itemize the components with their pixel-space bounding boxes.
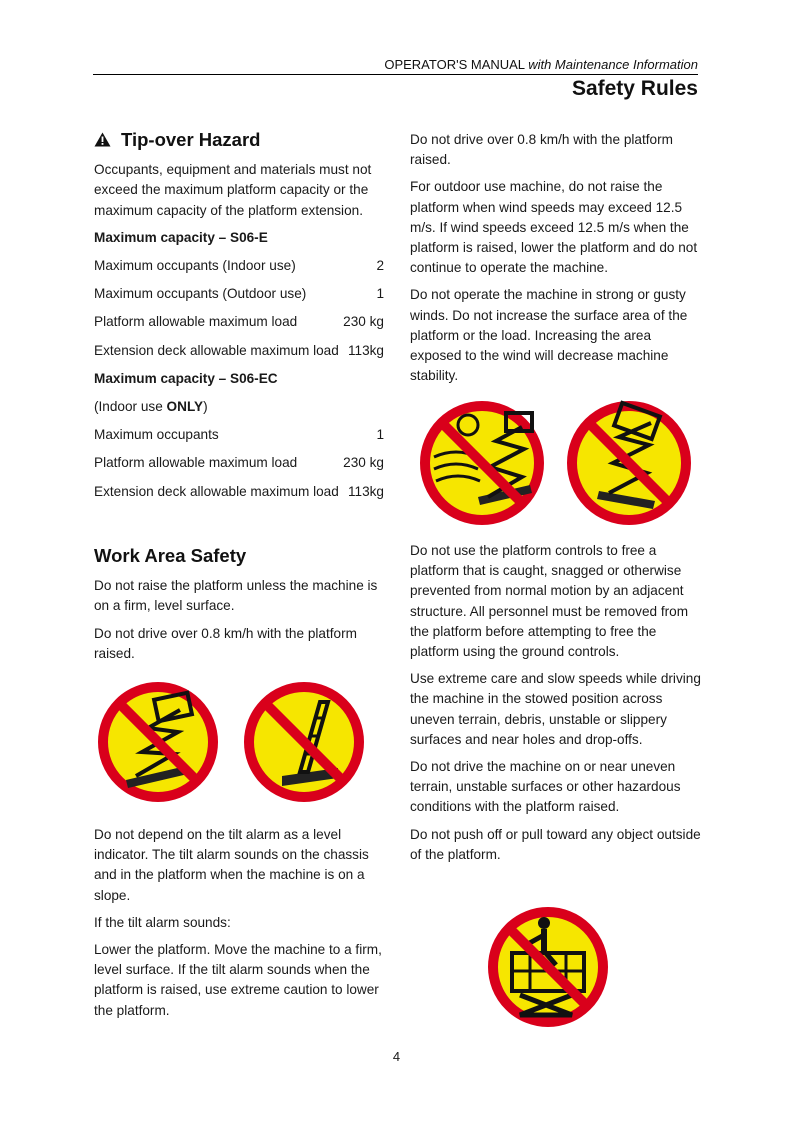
work-area-heading: Work Area Safety xyxy=(94,545,247,566)
spec-row: Extension deck allowable maximum load 113kg xyxy=(94,342,384,358)
no-operate-in-wind-sign xyxy=(418,399,546,527)
right-p2: For outdoor use machine, do not raise the platform when wind speeds may exceed 12.5 m/s. If wind speeds exceed 12.5 m/s when the platform is raised, lower the platform and do not continue to operate the machine. xyxy=(410,179,698,276)
spec-row: Maximum occupants (Outdoor use) 1 xyxy=(94,286,384,302)
indoor-only-note: (Indoor use ONLY) xyxy=(94,399,208,415)
right-p6: Do not drive the machine on or near uneven terrain, unstable surfaces or other hazardous conditions with the platform raised. xyxy=(410,759,681,815)
right-p7: Do not push off or pull toward any object outside of the platform. xyxy=(410,826,701,862)
tipover-intro: Occupants, equipment and materials must not exceed the maximum platform capacity or the maximum capacity of the platform extension. xyxy=(94,162,372,218)
work-area-p5: Lower the platform. Move the machine to a firm, level surface. If the tilt alarm sounds when the platform is raised, use extreme caution to lower the platform. xyxy=(94,942,382,1018)
right-column-bottom xyxy=(410,541,705,872)
right-p1: Do not drive over 0.8 km/h with the platform raised. xyxy=(410,132,673,168)
manual-title: OPERATOR'S MANUAL with Maintenance Information xyxy=(384,57,698,72)
spec-row: Platform allowable maximum load 230 kg xyxy=(94,314,384,330)
spec-row: Extension deck allowable maximum load 113kg xyxy=(94,483,384,499)
work-area-section xyxy=(94,546,384,671)
no-drive-raised-on-slope-sign xyxy=(96,680,220,804)
right-p4: Do not use the platform controls to free a platform that is caught, snagged or otherwise prevented from normal motion by an adjacent structure. All personnel must be removed from the platform before attempting to free the platform using the ground controls. xyxy=(410,543,689,660)
s06e-heading: Maximum capacity – S06-E xyxy=(94,229,268,245)
page-number: 4 xyxy=(392,1049,401,1064)
spec-row: Platform allowable maximum load 230 kg xyxy=(94,455,384,471)
work-area-p2: Do not drive over 0.8 km/h with the platform raised. xyxy=(94,625,357,661)
work-area-p4: If the tilt alarm sounds: xyxy=(94,914,231,930)
no-overload-platform-area-sign xyxy=(565,399,693,527)
no-climbing-guardrail-sign xyxy=(486,905,610,1029)
left-column xyxy=(94,130,384,510)
no-mast-tilt-sign xyxy=(242,680,366,804)
work-area-p3: Do not depend on the tilt alarm as a level indicator. The tilt alarm sounds on the chassis and in the platform when the machine is on a slope. xyxy=(94,827,369,903)
section-title: Safety Rules xyxy=(571,77,698,100)
tipover-heading: Tip-over Hazard xyxy=(94,130,384,150)
right-p3: Do not operate the machine in strong or gusty winds. Do not increase the surface area of the platform or the load. Increasing the area exposed to the wind will decrease machine stability. xyxy=(410,287,688,384)
header-divider xyxy=(93,74,698,75)
warning-triangle-icon xyxy=(94,132,111,147)
tilt-alarm-section xyxy=(94,825,384,1028)
s06ec-heading: Maximum capacity – S06-EC xyxy=(94,370,278,386)
right-column-top xyxy=(410,130,705,393)
work-area-p1: Do not raise the platform unless the machine is on a firm, level surface. xyxy=(94,578,378,614)
spec-row: Maximum occupants 1 xyxy=(94,427,384,443)
right-p5: Use extreme care and slow speeds while driving the machine in the stowed position across uneven terrain, debris, unstable or slippery surfaces and near holes and drop-offs. xyxy=(410,671,701,747)
spec-row: Maximum occupants (Indoor use) 2 xyxy=(94,258,384,274)
